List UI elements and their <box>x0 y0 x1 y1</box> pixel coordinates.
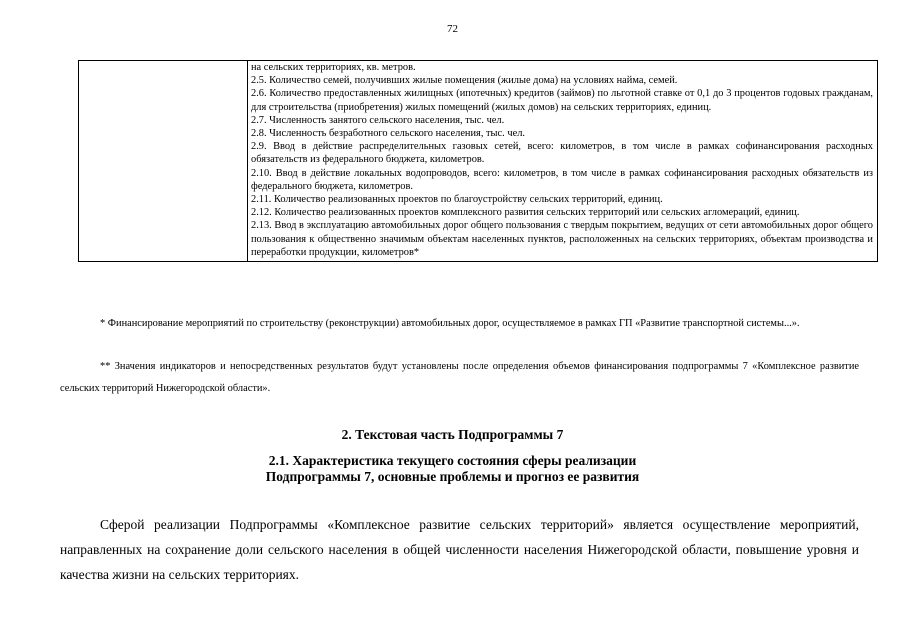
indicator-item: 2.8. Численность безработного сельского населения, тыс. чел. <box>251 128 525 140</box>
indicator-table <box>78 60 878 262</box>
footnote-indicator-values: ** Значения индикаторов и непосредственных результатов будут установлены после определения объемов финансирования подпрограммы 7 «Комплексное развитие сельских территорий Нижегородской области». <box>60 361 859 394</box>
indicator-item: 2.11. Количество реализованных проектов по благоустройству сельских территорий, единиц. <box>251 194 663 206</box>
indicator-item: 2.10. Ввод в действие локальных водопроводов, всего: километров, в том числе в рамках софинансирования расходных обязательств из федерального бюджета, километров. <box>251 167 873 192</box>
table-cell-indicators <box>248 61 878 262</box>
footnote-roads-financing: * Финансирование мероприятий по строительству (реконструкции) автомобильных дорог, осуществляемое в рамках ГП «Развитие транспортной системы...». <box>100 318 800 329</box>
indicator-item: 2.5. Количество семей, получивших жилые помещения (жилые дома) на условиях найма, семей. <box>251 75 678 87</box>
subsection-heading-line-1: 2.1. Характеристика текущего состояния сферы реализации <box>268 453 637 468</box>
subsection-heading <box>0 453 905 485</box>
section-heading: 2. Текстовая часть Подпрограммы 7 <box>341 427 564 442</box>
indicator-item: 2.6. Количество предоставленных жилищных (ипотечных) кредитов (займов) по льготной ставке от 0,1 до 3 процентов годовых гражданам, для строительства (приобретения) жилых помещений (жилых домов) на сельских территориях, единиц. <box>251 88 873 113</box>
table-row <box>79 61 878 262</box>
indicator-item: 2.7. Численность занятого сельского населения, тыс. чел. <box>251 114 505 126</box>
indicator-item: 2.9. Ввод в действие распределительных газовых сетей, всего: километров, в том числе в рамках софинансирования расходных обязательств из федерального бюджета, километров. <box>251 141 873 166</box>
indicator-item: 2.13. Ввод в эксплуатацию автомобильных дорог общего пользования с твердым покрытием, ведущих от сети автомобильных дорог общего пользования к общественно значимым объектам населенных пунктов, расположенных на сельских территориях, объектам производства и переработки продукции, километров* <box>251 220 873 258</box>
indicator-item: на сельских территориях, кв. метров. <box>251 62 416 73</box>
subsection-heading-line-2: Подпрограммы 7, основные проблемы и прогноз ее развития <box>265 469 640 484</box>
indicator-item: 2.12. Количество реализованных проектов комплексного развития сельских территорий или сельских агломераций, единиц. <box>251 207 800 219</box>
page-number: 72 <box>447 23 458 35</box>
body-paragraph: Сферой реализации Подпрограммы «Комплексное развитие сельских территорий» является осуществление мероприятий, направленных на сохранение доли сельского населения в общей численности населения Нижегородской области, повышение уровня и качества жизни на сельских территориях. <box>60 517 859 582</box>
table-cell-empty <box>79 61 248 262</box>
